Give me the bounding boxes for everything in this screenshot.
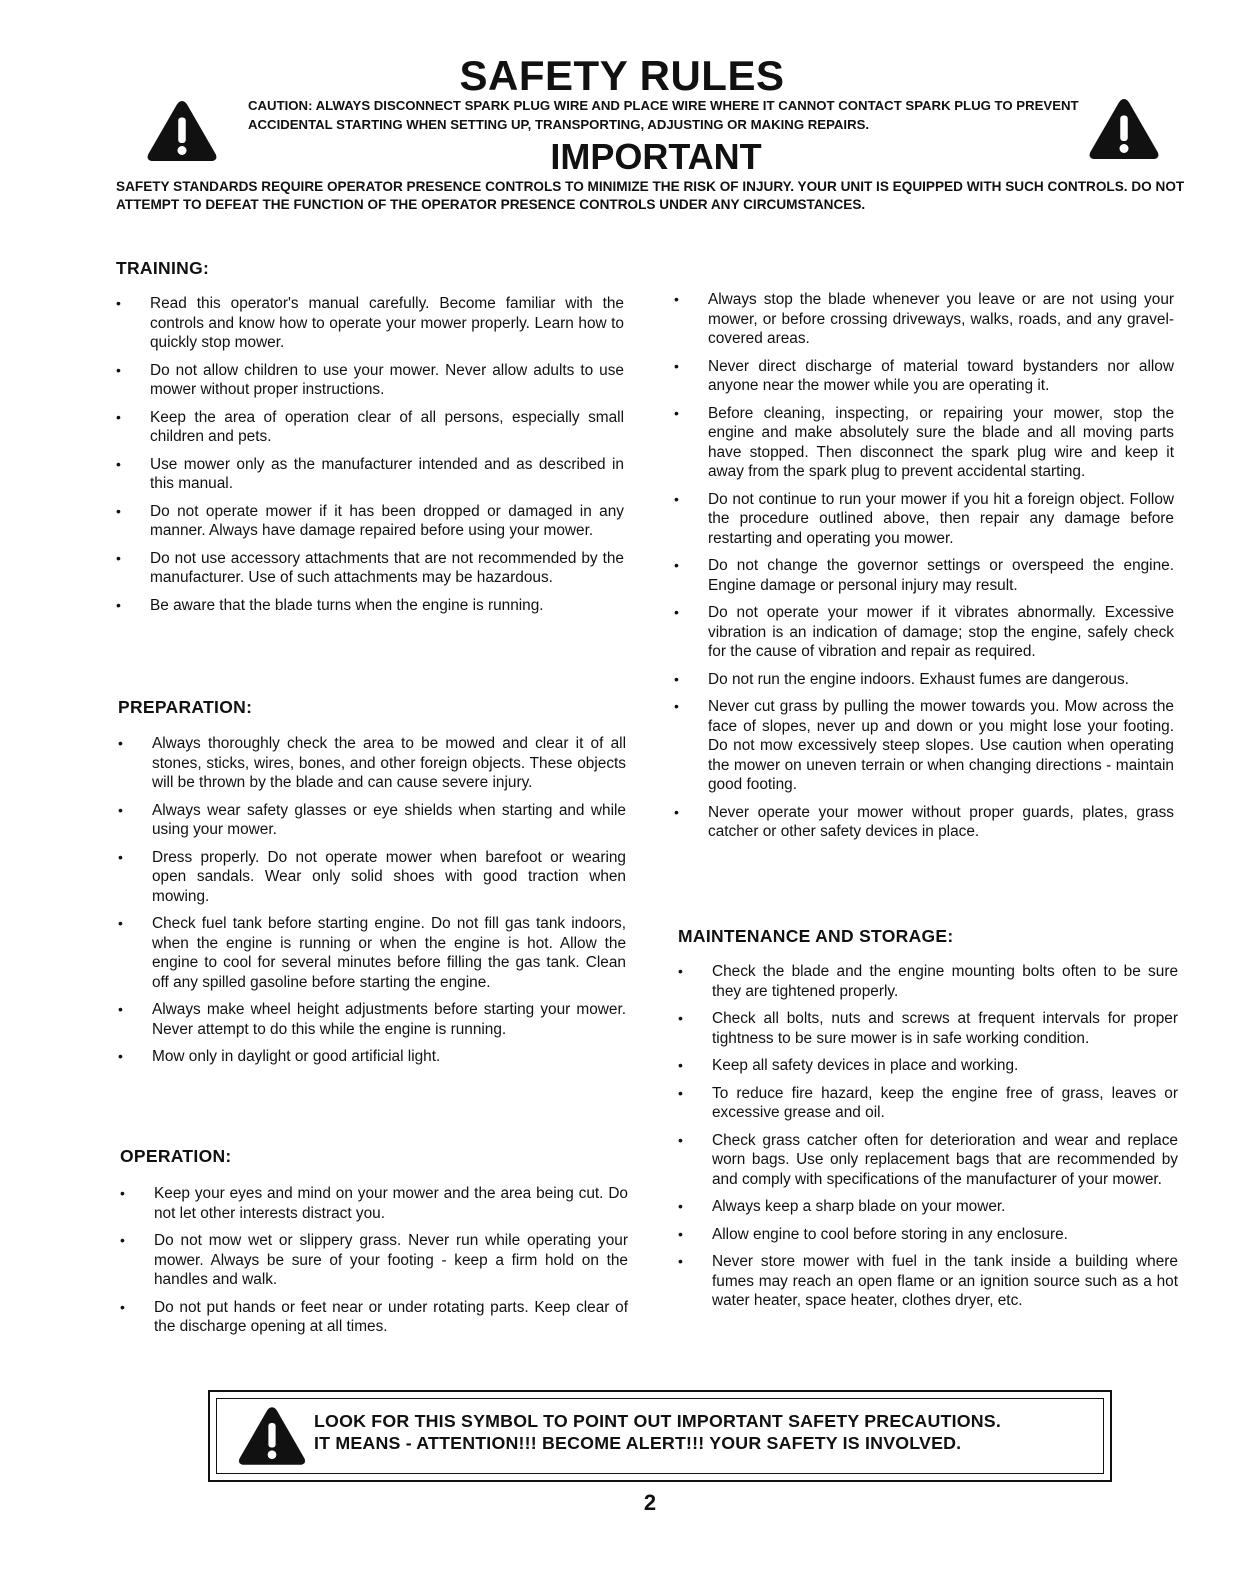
list-item: • Use mower only as the manufacturer intended and as described in this manual. [116,455,624,494]
list-item: • Do not operate your mower if it vibrates abnormally. Excessive vibration is an indication of damage; stop the engine, safely check for the cause of vibration and repair as required. [674,603,1174,662]
list-item: • Never direct discharge of material toward bystanders nor allow anyone near the mower while you are operating it. [674,357,1174,396]
preparation-list [118,734,626,1075]
list-item: • Keep all safety devices in place and working. [678,1056,1178,1076]
training-heading: TRAINING: [116,258,210,278]
list-item: • Keep your eyes and mind on your mower and the area being cut. Do not let other interests distract you. [120,1184,628,1223]
list-item: • Always keep a sharp blade on your mower. [678,1197,1178,1217]
operation-list [120,1184,628,1345]
list-item: • Do not operate mower if it has been dropped or damaged in any manner. Always have damage repaired before using your mower. [116,502,624,541]
notice-text [314,1410,1094,1454]
list-item: • Always wear safety glasses or eye shields when starting and while using your mower. [118,801,626,840]
list-item: • Do not put hands or feet near or under rotating parts. Keep clear of the discharge opening at all times. [120,1298,628,1337]
list-item: • Check the blade and the engine mounting bolts often to be sure they are tightened properly. [678,962,1178,1001]
list-item: • Never operate your mower without proper guards, plates, grass catcher or other safety devices in place. [674,803,1174,842]
list-item: • Always thoroughly check the area to be mowed and clear it of all stones, sticks, wires, bones, and other foreign objects. These objects will be thrown by the blade and can cause severe injury. [118,734,626,793]
important-heading: IMPORTANT [550,136,762,177]
list-item: • Do not allow children to use your mower. Never allow adults to use mower without proper instructions. [116,361,624,400]
list-item: • Before cleaning, inspecting, or repairing your mower, stop the engine and make absolutely sure the blade and all moving parts have stopped. Then disconnect the spark plug wire and keep it away from the spark plug to prevent accidental starting. [674,404,1174,482]
list-item: • Do not continue to run your mower if you hit a foreign object. Follow the procedure outlined above, then repair any damage before restarting and operating you mower. [674,490,1174,549]
operation-continued-list [674,290,1174,850]
warning-triangle-icon [236,1404,308,1468]
list-item: • Dress properly. Do not operate mower when barefoot or wearing open sandals. Wear only solid shoes with good traction when mowing. [118,848,626,907]
notice-line-2: IT MEANS - ATTENTION!!! BECOME ALERT!!! YOUR SAFETY IS INVOLVED. [314,1433,962,1453]
list-item: • Do not use accessory attachments that are not recommended by the manufacturer. Use of such attachments may be hazardous. [116,549,624,588]
list-item: • Do not run the engine indoors. Exhaust fumes are dangerous. [674,670,1174,690]
maintenance-list [678,962,1178,1319]
notice-line-1: LOOK FOR THIS SYMBOL TO POINT OUT IMPORTANT SAFETY PRECAUTIONS. [314,1411,1001,1431]
page-number: 2 [643,1490,657,1515]
list-item: • Keep the area of operation clear of all persons, especially small children and pets. [116,408,624,447]
list-item: • Be aware that the blade turns when the engine is running. [116,596,624,616]
list-item: • Always make wheel height adjustments before starting your mower. Never attempt to do this while the engine is running. [118,1000,626,1039]
caution-text: CAUTION: ALWAYS DISCONNECT SPARK PLUG WIRE AND PLACE WIRE WHERE IT CANNOT CONTACT SPARK PLUG TO PREVENT ACCIDENTAL STARTING WHEN SETTING UP, TRANSPORTING, ADJUSTING OR MAKING REPAIRS. [248,98,1079,132]
list-item: • Never cut grass by pulling the mower towards you. Mow across the face of slopes, never up and down or you might lose your footing. Do not mow excessively steep slopes. Use caution when operating the mower on uneven terrain or when changing directions - maintain good footing. [674,697,1174,795]
list-item: • Check all bolts, nuts and screws at frequent intervals for proper tightness to be sure mower is in safe working condition. [678,1009,1178,1048]
page-title: SAFETY RULES [459,52,785,99]
list-item: • Do not change the governor settings or overspeed the engine. Engine damage or personal injury may result. [674,556,1174,595]
list-item: • Check fuel tank before starting engine. Do not fill gas tank indoors, when the engine is running or when the engine is hot. Allow the engine to cool for several minutes before filling the gas tank. Clean off any spilled gasoline before starting the engine. [118,914,626,992]
list-item: • Read this operator's manual carefully. Become familiar with the controls and know how to operate your mower properly. Learn how to quickly stop mower. [116,294,624,353]
list-item: • Never store mower with fuel in the tank inside a building where fumes may reach an open flame or an ignition source such as a hot water heater, space heater, clothes dryer, etc. [678,1252,1178,1311]
list-item: • Do not mow wet or slippery grass. Never run while operating your mower. Always be sure of your footing - keep a firm hold on the handles and walk. [120,1231,628,1290]
preparation-heading: PREPARATION: [118,697,253,717]
list-item: • Always stop the blade whenever you leave or are not using your mower, or before crossing driveways, walks, roads, and any gravel-covered areas. [674,290,1174,349]
list-item: • Mow only in daylight or good artificial light. [118,1047,626,1067]
list-item: • To reduce fire hazard, keep the engine free of grass, leaves or excessive grease and oil. [678,1084,1178,1123]
training-list [116,294,624,623]
maintenance-heading: MAINTENANCE AND STORAGE: [678,926,954,946]
standards-text: SAFETY STANDARDS REQUIRE OPERATOR PRESENCE CONTROLS TO MINIMIZE THE RISK OF INJURY. YOUR UNIT IS EQUIPPED WITH SUCH CONTROLS. DO NOT ATTEMPT TO DEFEAT THE FUNCTION OF THE OPERATOR PRESENCE CONTROLS UNDER ANY CIRCUMSTANCES. [116,179,1185,212]
operation-heading: OPERATION: [120,1146,232,1166]
list-item: • Allow engine to cool before storing in any enclosure. [678,1225,1178,1245]
safety-symbol-notice [208,1390,1112,1482]
list-item: • Check grass catcher often for deterioration and wear and replace worn bags. Use only replacement bags that are recommended by and comply with specifications of the manufacturer of your mower. [678,1131,1178,1190]
